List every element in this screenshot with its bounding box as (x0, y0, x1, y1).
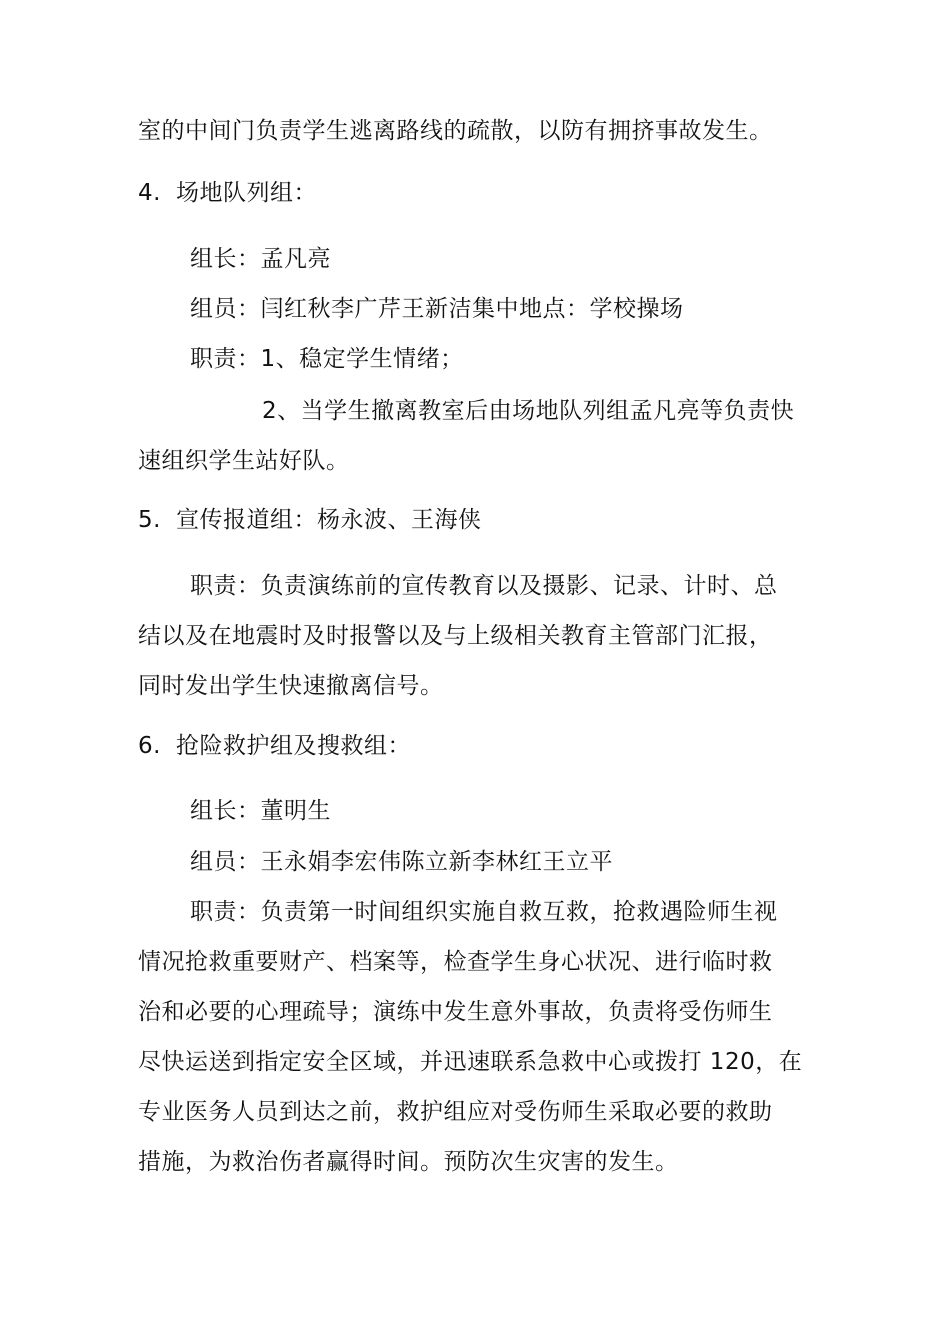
section-number: 6. (138, 733, 161, 759)
duty-line: 结以及在地震时及时报警以及与上级相关教育主管部门汇报， (138, 623, 773, 649)
leader-line: 组长：孟凡亮 (190, 246, 331, 272)
duty-line: 2、当学生撤离教室后由场地队列组孟凡亮等负责快 (262, 398, 795, 424)
members-line: 组员：闫红秋李广芹王新洁集中地点：学校操场 (190, 296, 684, 322)
leader-line: 组长：董明生 (190, 798, 331, 824)
duty-line: 职责：1、稳定学生情绪； (190, 346, 464, 372)
duty-line: 情况抢救重要财产、档案等，检查学生身心状况、进行临时救 (138, 949, 773, 975)
section-title: 宣传报道组：杨永波、王海侠 (176, 507, 482, 533)
duty-line: 专业医务人员到达之前，救护组应对受伤师生采取必要的救助 (138, 1099, 773, 1125)
section-number: 5. (138, 507, 161, 533)
duty-line: 同时发出学生快速撤离信号。 (138, 673, 444, 699)
section-heading-4 (138, 178, 317, 208)
section-title: 场地队列组： (176, 180, 317, 206)
paragraph-line: 室的中间门负责学生逃离路线的疏散，以防有拥挤事故发生。 (138, 118, 773, 144)
section-heading-5 (138, 505, 482, 535)
duty-line: 措施，为救治伤者赢得时间。预防次生灾害的发生。 (138, 1149, 679, 1175)
duty-line: 速组织学生站好队。 (138, 448, 350, 474)
section-heading-6 (138, 731, 411, 761)
duty-line: 尽快运送到指定安全区域，并迅速联系急救中心或拨打 120，在 (138, 1049, 803, 1075)
duty-line: 职责：负责演练前的宣传教育以及摄影、记录、计时、总 (190, 573, 778, 599)
section-title: 抢险救护组及搜救组： (176, 733, 411, 759)
section-number: 4. (138, 180, 161, 206)
duty-line: 治和必要的心理疏导；演练中发生意外事故，负责将受伤师生 (138, 999, 773, 1025)
duty-line: 职责：负责第一时间组织实施自救互救，抢救遇险师生视 (190, 899, 778, 925)
members-line: 组员：王永娟李宏伟陈立新李林红王立平 (190, 849, 613, 875)
